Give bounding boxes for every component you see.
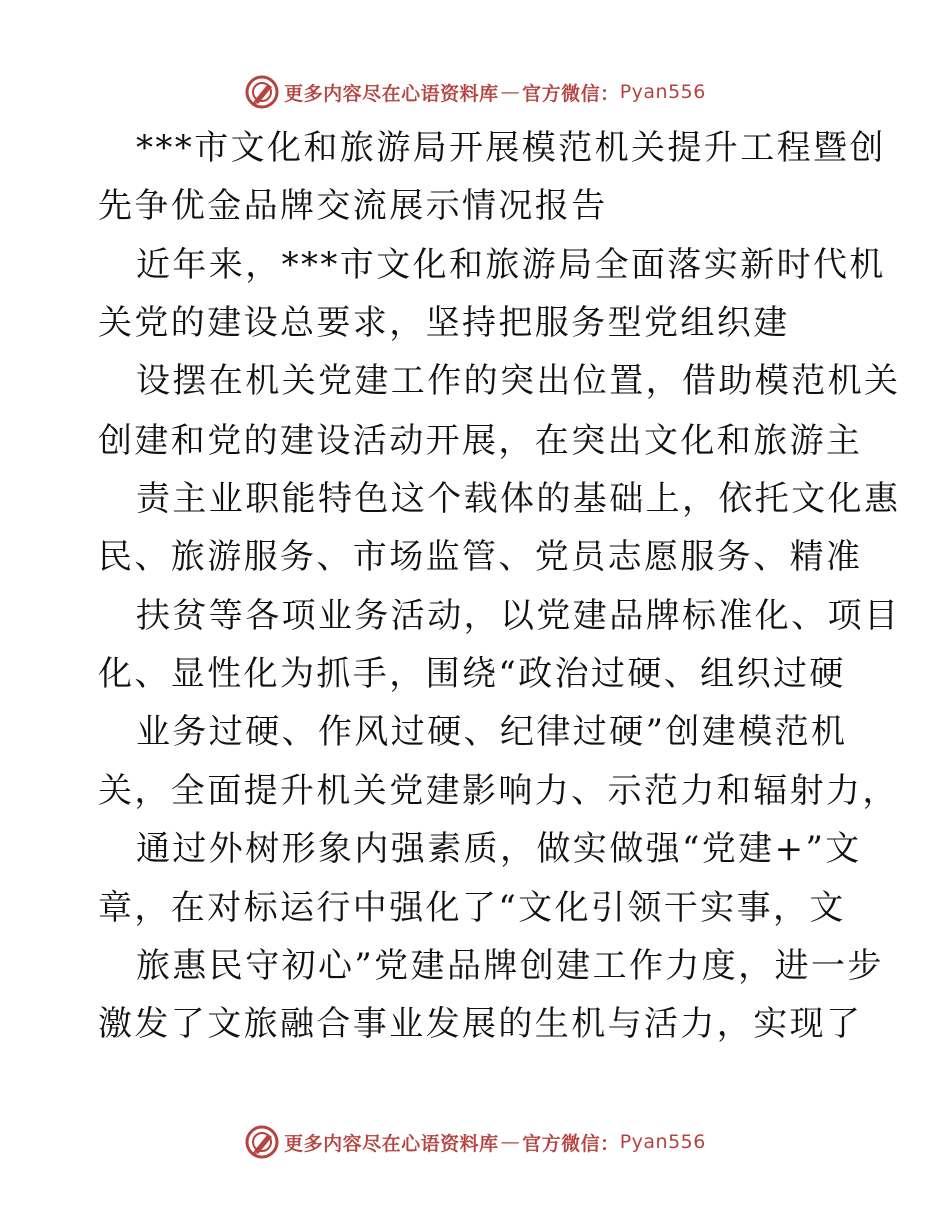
body-line-8: 化、显性化为抓手，围绕“政治过硬、组织过硬 (98, 654, 846, 694)
footer-wechat-label: 官方微信： (522, 1132, 620, 1155)
body-line-10: 关，全面提升机关党建影响力、示范力和辐射力， (98, 771, 899, 811)
pen-logo-icon (244, 1124, 280, 1160)
pen-logo-icon (244, 74, 280, 110)
title-line-2: 先争优金品牌交流展示情况报告 (98, 186, 608, 226)
body-line-7: 扶贫等各项业务活动，以党建品牌标准化、项目 (136, 596, 901, 636)
body-line-9: 业务过硬、作风过硬、纪律过硬”创建模范机 (136, 712, 848, 752)
header-wechat-id: Pyan556 (619, 81, 706, 103)
header-dash: — (500, 81, 521, 103)
title-line-1: ***市文化和旅游局开展模范机关提升工程暨创 (136, 128, 886, 168)
body-line-13: 旅惠民守初心”党建品牌创建工作力度，进一步 (136, 946, 884, 986)
header-site-name: 更多内容尽在心语资料库 (284, 82, 499, 105)
body-line-11: 通过外树形象内强素质，做实做强“党建+”文 (136, 829, 862, 869)
body-line-3: 设摆在机关党建工作的突出位置，借助模范机关 (136, 361, 901, 401)
body-line-5: 责主业职能特色这个载体的基础上，依托文化惠 (136, 479, 901, 519)
footer-dash: — (500, 1131, 521, 1153)
body-line-4: 创建和党的建设活动开展，在突出文化和旅游主 (98, 421, 863, 461)
header-wechat-label: 官方微信： (522, 82, 620, 105)
body-line-14: 激发了文旅融合事业发展的生机与活力，实现了 (98, 1004, 863, 1044)
body-line-12: 章，在对标运行中强化了“文化引领干实事，文 (98, 888, 846, 928)
body-line-1: 近年来，***市文化和旅游局全面落实新时代机 (136, 245, 886, 285)
footer-wechat-id: Pyan556 (619, 1131, 706, 1153)
body-line-2: 关党的建设总要求，坚持把服务型党组织建 (98, 303, 790, 343)
footer-site-name: 更多内容尽在心语资料库 (284, 1132, 499, 1155)
header-banner (0, 70, 950, 114)
body-line-6: 民、旅游服务、市场监管、党员志愿服务、精准 (98, 537, 863, 577)
footer-banner (0, 1120, 950, 1164)
